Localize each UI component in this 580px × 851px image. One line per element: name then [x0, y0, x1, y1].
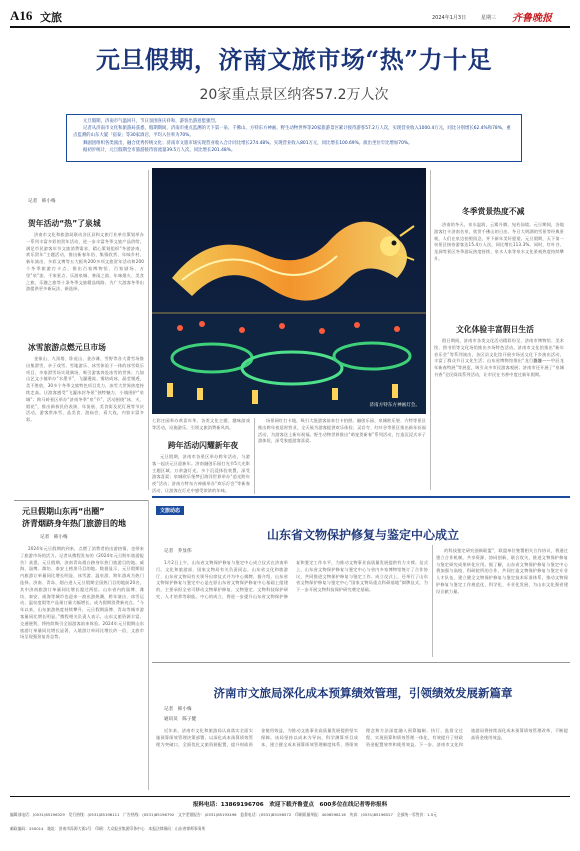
article-text: 的科技鉴定研究创新联盟”，联盟单位签署相关合作协议，将通过建立合作机制，共享资源，协同创新，联合攻关，推进文物保护修复与鉴定研究成果转化应用。据了解，山东省文物保护修复与鉴定中心将加强与高校、科研院所的合作，共同打造文物保护修复与鉴定专业人才队伍，建立健全文物保护修复与鉴定技术标准体系，推动文物保护修复与鉴定工作规范化、科学化、专业化发展，为山东文化强省建设贡献力量。	[436, 548, 568, 594]
footer-hotline: 报料电话：13869196706 欢迎下载齐鲁壹点 600多位在线记者等你报料	[192, 802, 388, 808]
page-header	[8, 6, 570, 26]
masthead-logo: 齐鲁晚报	[512, 13, 552, 24]
byline: 记者 韩小梅	[40, 535, 68, 540]
section-tag	[156, 506, 184, 515]
summary-line-1: 元旦假期，济南市气温回升，节日氛围喜庆祥和，游客出游意愿强烈。	[83, 119, 220, 124]
lead-summary-box	[66, 114, 522, 162]
subhead-cultural-experience: 文化体验丰富假日生活	[456, 325, 534, 334]
article-text: 金象山、九顶塔、卧虎山、金沙滩、雪野等各大滑雪场推出集滑雪、亲子戏雪、雪地游乐、冰雪体验于一体的冰雪娱乐项目，多家滑雪场实现满场，吸引游客奔赴冰雪的世界；九如山艺文小镇举办“水墨节”，飞瀑漫流、雾结成冰，晶莹剔透，美不胜收，30多个冬季文旅特色项目发力，冰雪大世界热度持续走高。让游客感受“飞瀑冰封冬景”独特魅力，小镇围护“泉城”；跨马岭景区举办“济南冬季“泉”节”，活动围绕“冰、火、烟花”，推出新春民俗表演、年货展、美食街及花灯展等节庆活动，游客赏冰雪、品美食、游庙会、看大戏，内容丰富多彩。	[26, 356, 144, 423]
dragon-lantern-image	[152, 168, 426, 414]
footer-contacts: 编辑部电话：(0531)85196329 发行热线：(0531)85196111 广告热线：(0531)85196792 文字差错报告：(0531)85193496 监督电话：(0531)85196572 印刷质量举报：4006598116 传真：(0531)85196527 全部统一零售价：1.5元	[10, 812, 437, 817]
byline: 通讯员 陈子健	[164, 717, 197, 722]
column-divider	[432, 545, 433, 657]
article-text: 场景网红打卡地，吸引大批游客前来打卡拍照。融创乐园、泉城欧乐堡、方特等景区推出跨年夜延时营业，全天候为游客提供欢乐体验；灵岩寺、红叶谷等景区推出新年祈福活动，为游客送上新年祝福。野生动物世界推出“萌宠贺新春”系列活动，打造沉浸式亲子游体验，深受家庭游客喜爱。	[258, 418, 426, 444]
article-text: 假日期间，济南市各类文化活动精彩纷呈，济南市博物馆、美术馆、图书馆等文化场馆推出多场特色活动。济南市文化馆推出“新年音乐会”等系列演出，各区县文化馆开展多场送文化下乡演出活动，丰富了群众节日文化生活；山东省博物馆推出“龙行龘龘——甲辰龙年新春特展”等展览，吸引众多市民游客观展；济南市还开展了“泉城书香”全民阅读系列活动，让市民在书香中度过新年假期。	[434, 338, 564, 377]
summary-line-2: 记者从济南市文化和旅游局获悉，假期期间，济南市重点监测的天下第一泉、千佛山、方特东方神画、野生动物世界等20家旅游景区累计接待游客57.2万人次，实现营业收入1000.4万元，同比分别增长62.4%和78%，重点监测的山东大厦「宿泰」等30家酒店，平均入住率为70%。	[73, 126, 511, 139]
article-text: 七彩庄园举办欢喜年华，各类文化主题、趣味游戏等活动，设施游乐，引领文旅消费新风尚。	[152, 418, 250, 430]
section-tag-label: 文旅动态	[160, 508, 181, 514]
footer-address: 邮政编码：250014 地址：济南市泺源大街2号 印刷：大众报业集团印务中心 本报法律顾问：山东省律师事务所	[10, 826, 206, 831]
byline: 记者 乔显伟	[164, 549, 192, 554]
article-text: 1月2日上午，山东省文物保护修复与鉴定中心成立仪式在济南举行。文化和旅游部、国家文物局有关负责同志，山东省文化和旅游厅、山东省文物局有关领导出席仪式并为中心揭牌。据介绍，山东省文物保护修复与鉴定中心是在原山东省文物保护修复中心基础上组建的，主要承担全省可移动文物保护修复、文物鉴定、文物科技保护研究、人才培养等职能。中心的成立，将进一步提升山东省文物保护修复和鉴定工作水平，为推动文物事业高质量发展提供有力支撑。仪式上，山东省文物保护修复与鉴定中心与省内多家博物馆签订了合作协议，共同推进文物保护修复与鉴定工作。成立仪式上，还举行了山东省文物保护修复与鉴定中心“国家文物局重点科研基地”揭牌仪式，为下一步开展文物科技保护研究奠定基础。	[156, 560, 428, 599]
subhead-new-year-activities: 贺年活动“热”了泉城	[28, 219, 101, 228]
article-text: 元旦假期，济南市各景区举办跨年活动，与游客一起庆元旦迎新年。济南融创乐园打光节5大光影主题区域、万余盏灯光、多个沉浸体验装置，深受游客喜爱；泉城欧乐堡梦幻海洋世界举办“追光跨年夜”活动；济南方特东方神画举办“欢乐灯会”等新春活动，让游客在灯光中感受浓浓的年味。	[152, 454, 250, 493]
section-divider	[152, 662, 570, 663]
subhead-ice-snow: 冰雪旅游点燃元旦市场	[28, 343, 106, 352]
lantern-festival-photo	[152, 168, 426, 414]
article-text: 2024年元旦假期的到来，点燃了消费者的出游热情，也带来了旅游市场的活力。记者从携程发布的《2024年元旦跨年旅游报告》获悉，元旦假期，济南青岛烟台跻身年热门旅游目的地。威海、淄博、潍坊、泰安上榜黑马目的地。数据显示，元旦假期国内旅游订单量同比增长明显，冰雪游、温泉游、跨年游成为热门选择。济南、青岛、烟台进入元旦假期全国热门目的地前20名，其中济南旅游订单量同比增长超过两倍。山东省内的淄博、潍坊、泰安、威海等城市也迎来一波出游热潮，跨年演出、冰雪运动、温泉度假等产品预订量大幅增长，成为假期消费新亮点。“今年以来，山东旅游热度持续攀升，元旦假期淄博、青岛等城市游客量同比增长明显。”携程相关负责人表示，山东文旅资源丰富，交通便利，将持续吸引全国游客前来体验。2024年元旦假期山东旅游订单量同比增长显著，入境游订单同比增长约一倍，文旅市场呈现强劲复苏态势。	[20, 546, 144, 640]
header-divider	[10, 26, 570, 28]
photo-caption: 济南方特东方神画灯会。	[369, 403, 420, 408]
issue-weekday: 星期三	[481, 15, 497, 21]
bottom-headline: 济南市文旅局深化成本预算绩效管理，引领绩效发展新篇章	[213, 686, 513, 700]
column-divider	[254, 418, 255, 494]
footer-rule	[10, 796, 570, 797]
culture-headline: 山东省文物保护修复与鉴定中心成立	[266, 528, 459, 542]
subhead-winter-scenery: 冬季赏景热度不减	[462, 207, 525, 216]
subhead-new-year-eve: 跨年活动闪耀新年夜	[168, 441, 239, 450]
byline: 记者 韩小梅	[28, 199, 56, 204]
column-divider	[430, 170, 431, 490]
main-headline: 元旦假期，济南文旅市场“热”力十足	[95, 45, 493, 74]
summary-line-3: 舞剧团组织各类演出，融合优秀传统文化；济南市文旅市场实现营业收入合计同比增长274.48%。实现营业收入801万元，同比增长100.69%。演出坐位牢比增加70%。	[83, 140, 413, 146]
section-name: 文旅	[40, 11, 62, 24]
article-text: 近年来，济南市文化和旅游局认真落实全面实施预算绩效管理决策部署，以深化成本预算绩效管理为突破口，全面优化文旅资源配置，提升财政资金使用效益，为推动文旅事业高质量发展提供坚实保障。该局坚持以成本为导向，科学测算项目成本，建立健全成本预算绩效管理制度体系，将绩效理念和方法深度融入预算编制、执行、监督全过程，实现预算和绩效管理一体化，有效提升了财政资金配置效率和使用效益。下一步，济南市文化和旅游局将持续深化成本预算绩效管理改革，不断提高资金使用效益。	[156, 728, 568, 747]
summary-line-4: 据初步统计，元旦假期全市旅游接待客流量39.5万人次，同比增长201.48%。	[83, 147, 236, 153]
left-story-title: 元旦假期山东再“出圈”	[22, 507, 105, 516]
section-divider	[14, 500, 148, 501]
article-text: 济南市文化和旅游局联动各区县和文旅行业单位策划举办一系列丰富多彩的贺年活动，进一步丰富冬季文旅产品供给。满足市民游客年节文旅消费需求，精心策划组织“冬游济南，欢乐贺年”主题活动，推出新春年俗、集情欣赏、年味乡村、新年演出、多彩文博等五大板块200多项文旅贺年活动和200个冬季旅游打卡点，推出百家博物馆、百家剧场、万里“泉”流、千家景点、乐游泉城、寒雨之韵、年味烟火、美食之旅、乐趣之旅等十条冬季文旅精品线路，为广大游客冬季出游提供更多新玩法、新选择。	[26, 232, 144, 292]
main-subheadline: 20家重点景区纳客57.2万人次	[199, 87, 389, 103]
column-divider	[148, 170, 149, 490]
issue-date: 2024年1月3日	[432, 15, 467, 21]
byline: 记者 韩小梅	[164, 707, 192, 712]
column-divider	[148, 500, 149, 790]
page-number: A16	[10, 8, 33, 23]
article-text: 济南的冬天，泉水温润，云雾升腾，宛若仙境。元旦期间，各地游客打卡济南名泉，欣赏千佛山的日出、冬日大明湖的雪景等经典景观，人们在泉边拍照留念，并下新年美好愿望。元旦假期，天下第一泉景区接待游客达15.4万人次，同比增长113.3%。同时，红叶谷、龙洞等景区冬季游玩热度持续，泉水人家等泉水文化景观热度持续攀升。	[434, 222, 564, 261]
section-divider	[152, 496, 570, 498]
left-story-title-2: 济青烟跻身年热门旅游目的地	[22, 519, 126, 528]
